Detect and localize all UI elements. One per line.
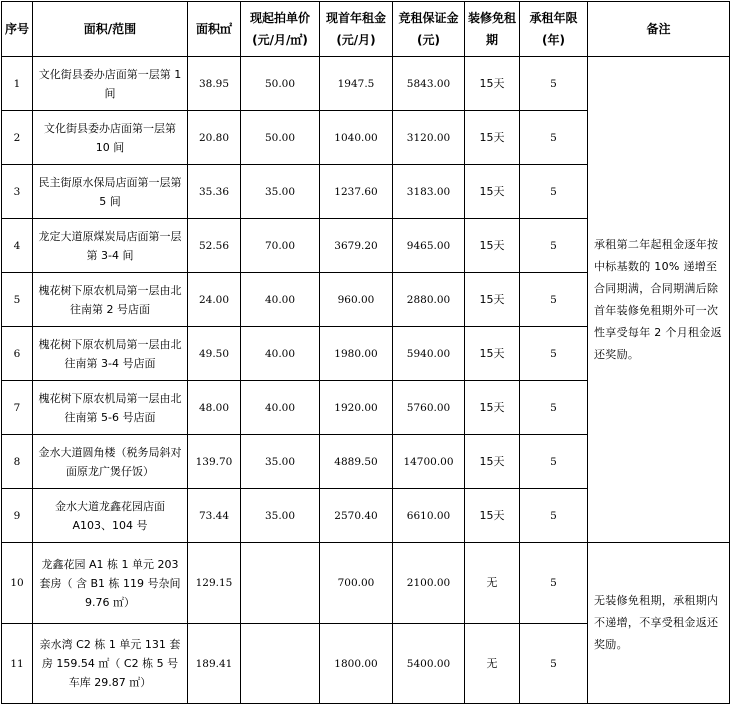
cell-free: 15天 — [465, 489, 520, 543]
cell-scope: 文化街县委办店面第一层第 1 间 — [33, 57, 188, 111]
cell-free: 15天 — [465, 273, 520, 327]
cell-area: 38.95 — [188, 57, 241, 111]
cell-rent: 1920.00 — [320, 381, 393, 435]
header-free: 装修免租期 — [465, 2, 520, 57]
cell-price: 40.00 — [241, 273, 320, 327]
cell-area: 49.50 — [188, 327, 241, 381]
cell-deposit: 14700.00 — [393, 435, 465, 489]
cell-free: 15天 — [465, 327, 520, 381]
cell-rent: 1237.60 — [320, 165, 393, 219]
cell-seq: 3 — [2, 165, 33, 219]
cell-deposit: 3183.00 — [393, 165, 465, 219]
cell-free: 无 — [465, 543, 520, 624]
cell-area: 48.00 — [188, 381, 241, 435]
cell-price: 70.00 — [241, 219, 320, 273]
header-price: 现起拍单价(元/月/㎡) — [241, 2, 320, 57]
header-seq: 序号 — [2, 2, 33, 57]
cell-area: 20.80 — [188, 111, 241, 165]
cell-seq: 4 — [2, 219, 33, 273]
table-row — [2, 57, 730, 111]
cell-rent: 4889.50 — [320, 435, 393, 489]
cell-seq: 10 — [2, 543, 33, 624]
cell-deposit: 6610.00 — [393, 489, 465, 543]
header-years: 承租年限(年) — [520, 2, 588, 57]
cell-years: 5 — [520, 624, 588, 704]
cell-free: 15天 — [465, 219, 520, 273]
cell-rent: 3679.20 — [320, 219, 393, 273]
header-row — [2, 2, 730, 57]
cell-price: 40.00 — [241, 381, 320, 435]
cell-rent: 700.00 — [320, 543, 393, 624]
cell-rent: 1947.5 — [320, 57, 393, 111]
cell-deposit: 2100.00 — [393, 543, 465, 624]
cell-years: 5 — [520, 273, 588, 327]
cell-years: 5 — [520, 57, 588, 111]
cell-scope: 槐花树下原农机局第一层由北往南第 5-6 号店面 — [33, 381, 188, 435]
cell-price: 50.00 — [241, 57, 320, 111]
cell-scope: 亲水湾 C2 栋 1 单元 131 套房 159.54 ㎡（ C2 栋 5 号车库 29.87 ㎡） — [33, 624, 188, 704]
cell-free: 15天 — [465, 165, 520, 219]
cell-deposit: 5400.00 — [393, 624, 465, 704]
cell-years: 5 — [520, 165, 588, 219]
cell-area: 35.36 — [188, 165, 241, 219]
cell-deposit: 9465.00 — [393, 219, 465, 273]
cell-seq: 2 — [2, 111, 33, 165]
cell-seq: 5 — [2, 273, 33, 327]
cell-area: 24.00 — [188, 273, 241, 327]
cell-price: 35.00 — [241, 489, 320, 543]
cell-scope: 龙定大道原煤炭局店面第一层第 3-4 间 — [33, 219, 188, 273]
cell-area: 129.15 — [188, 543, 241, 624]
table-row — [2, 543, 730, 624]
cell-price: 40.00 — [241, 327, 320, 381]
cell-years: 5 — [520, 381, 588, 435]
cell-free: 15天 — [465, 381, 520, 435]
cell-price — [241, 624, 320, 704]
cell-years: 5 — [520, 111, 588, 165]
cell-scope: 文化街县委办店面第一层第 10 间 — [33, 111, 188, 165]
lease-table — [1, 1, 730, 704]
cell-price — [241, 543, 320, 624]
cell-years: 5 — [520, 327, 588, 381]
cell-price: 50.00 — [241, 111, 320, 165]
cell-seq: 1 — [2, 57, 33, 111]
cell-free: 15天 — [465, 57, 520, 111]
cell-free: 无 — [465, 624, 520, 704]
header-deposit: 竞租保证金(元) — [393, 2, 465, 57]
cell-scope: 龙鑫花园 A1 栋 1 单元 203 套房（ 含 B1 栋 119 号杂间 9.76 ㎡） — [33, 543, 188, 624]
cell-rent: 1800.00 — [320, 624, 393, 704]
header-rent: 现首年租金(元/月) — [320, 2, 393, 57]
cell-rent: 1980.00 — [320, 327, 393, 381]
cell-deposit: 5760.00 — [393, 381, 465, 435]
cell-price: 35.00 — [241, 165, 320, 219]
cell-free: 15天 — [465, 111, 520, 165]
cell-years: 5 — [520, 435, 588, 489]
header-area: 面积㎡ — [188, 2, 241, 57]
cell-area: 189.41 — [188, 624, 241, 704]
cell-years: 5 — [520, 219, 588, 273]
cell-rent: 2570.40 — [320, 489, 393, 543]
cell-years: 5 — [520, 543, 588, 624]
remark-group-2: 无装修免租期，承租期内不递增，不享受租金返还奖励。 — [588, 543, 730, 704]
cell-rent: 960.00 — [320, 273, 393, 327]
cell-scope: 民主街原水保局店面第一层第 5 间 — [33, 165, 188, 219]
cell-deposit: 3120.00 — [393, 111, 465, 165]
cell-area: 52.56 — [188, 219, 241, 273]
cell-area: 139.70 — [188, 435, 241, 489]
cell-rent: 1040.00 — [320, 111, 393, 165]
cell-scope: 金水大道龙鑫花园店面 A103、104 号 — [33, 489, 188, 543]
header-scope: 面积/范围 — [33, 2, 188, 57]
cell-price: 35.00 — [241, 435, 320, 489]
cell-seq: 8 — [2, 435, 33, 489]
cell-scope: 槐花树下原农机局第一层由北往南第 2 号店面 — [33, 273, 188, 327]
cell-free: 15天 — [465, 435, 520, 489]
cell-scope: 槐花树下原农机局第一层由北往南第 3-4 号店面 — [33, 327, 188, 381]
remark-group-1: 承租第二年起租金逐年按中标基数的 10% 递增至合同期满，合同期满后除首年装修免租期外可一次性享受每年 2 个月租金返还奖励。 — [588, 57, 730, 543]
cell-area: 73.44 — [188, 489, 241, 543]
cell-years: 5 — [520, 489, 588, 543]
cell-seq: 7 — [2, 381, 33, 435]
cell-seq: 11 — [2, 624, 33, 704]
cell-deposit: 5940.00 — [393, 327, 465, 381]
cell-seq: 6 — [2, 327, 33, 381]
cell-deposit: 5843.00 — [393, 57, 465, 111]
header-remark: 备注 — [588, 2, 730, 57]
cell-seq: 9 — [2, 489, 33, 543]
cell-scope: 金水大道圆角楼（税务局斜对面原龙广煲仔饭） — [33, 435, 188, 489]
cell-deposit: 2880.00 — [393, 273, 465, 327]
